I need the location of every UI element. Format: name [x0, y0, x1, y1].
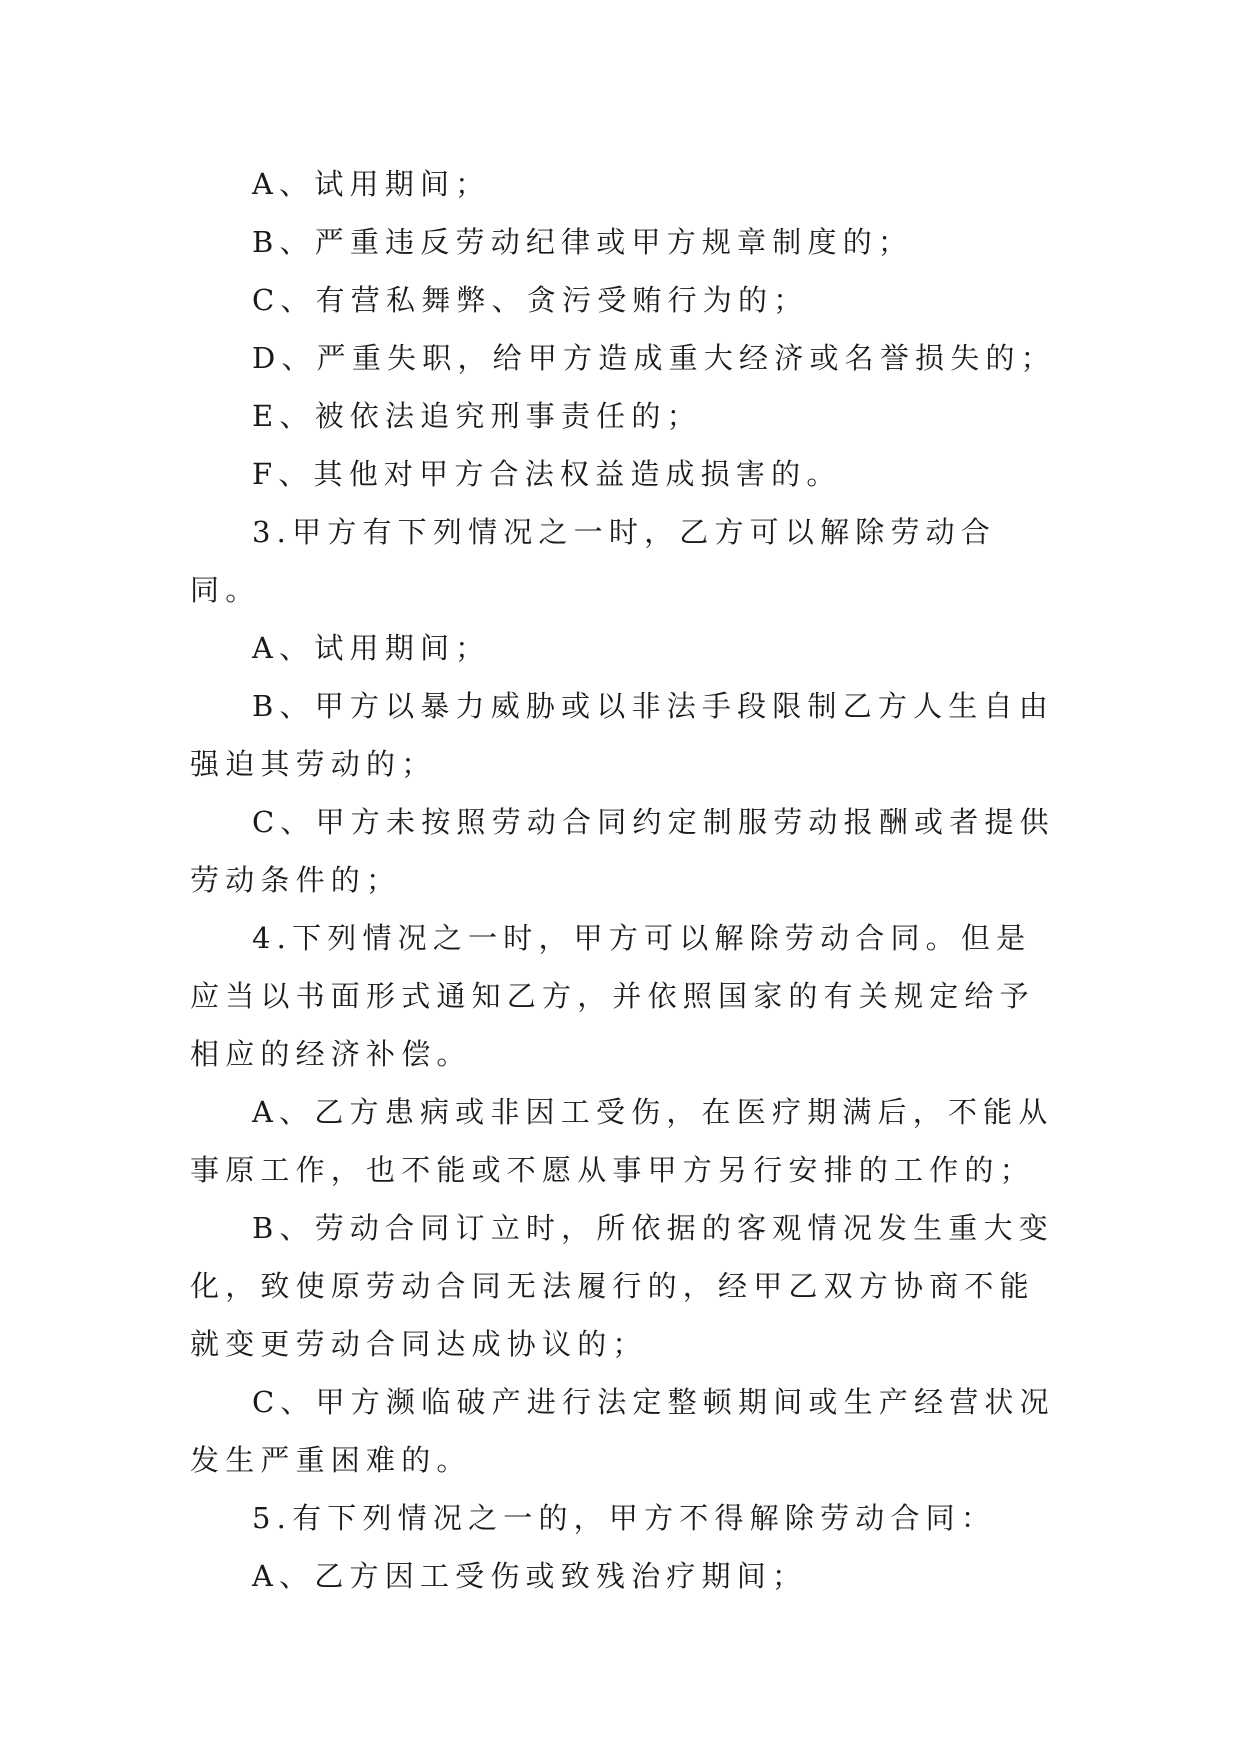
paragraph-4a-illness: A、乙方患病或非因工受伤，在医疗期满后，不能从事原工作，也不能或不愿从事甲方另行安排的工作的；: [190, 1095, 1054, 1187]
paragraph-section-5: 5.有下列情况之一的，甲方不得解除劳动合同：: [252, 1501, 997, 1535]
paragraph-section-3: 3.甲方有下列情况之一时，乙方可以解除劳动合同。: [190, 515, 997, 607]
document-body: [190, 155, 1060, 1605]
paragraph-3c-remuneration: C、甲方未按照劳动合同约定制服劳动报酬或者提供劳动条件的；: [190, 805, 1055, 897]
paragraph-e-criminal: E、被依法追究刑事责任的；: [252, 399, 702, 433]
paragraph-4c-bankruptcy: C、甲方濒临破产进行法定整顿期间或生产经营状况发生严重困难的。: [190, 1385, 1055, 1477]
paragraph-section-4: 4.下列情况之一时，甲方可以解除劳动合同。但是应当以书面形式通知乙方，并依照国家的有关规定给予相应的经济补偿。: [190, 921, 1035, 1071]
paragraph-3a-probation: A、试用期间；: [252, 631, 491, 665]
paragraph-4b-change: B、劳动合同订立时，所依据的客观情况发生重大变化，致使原劳动合同无法履行的，经甲乙双方协商不能就变更劳动合同达成协议的；: [190, 1211, 1054, 1361]
paragraph-b-violation: B、严重违反劳动纪律或甲方规章制度的；: [252, 225, 914, 259]
paragraph-c-corruption: C、有营私舞弊、贪污受贿行为的；: [252, 283, 809, 317]
paragraph-5a-injury: A、乙方因工受伤或致残治疗期间；: [252, 1559, 808, 1593]
paragraph-3b-coercion: B、甲方以暴力威胁或以非法手段限制乙方人生自由强迫其劳动的；: [190, 689, 1054, 781]
paragraph-d-negligence: D、严重失职，给甲方造成重大经济或名誉损失的；: [252, 341, 1056, 375]
paragraph-a-probation: A、试用期间；: [252, 167, 491, 201]
paragraph-f-other: F、其他对甲方合法权益造成损害的。: [252, 457, 842, 491]
